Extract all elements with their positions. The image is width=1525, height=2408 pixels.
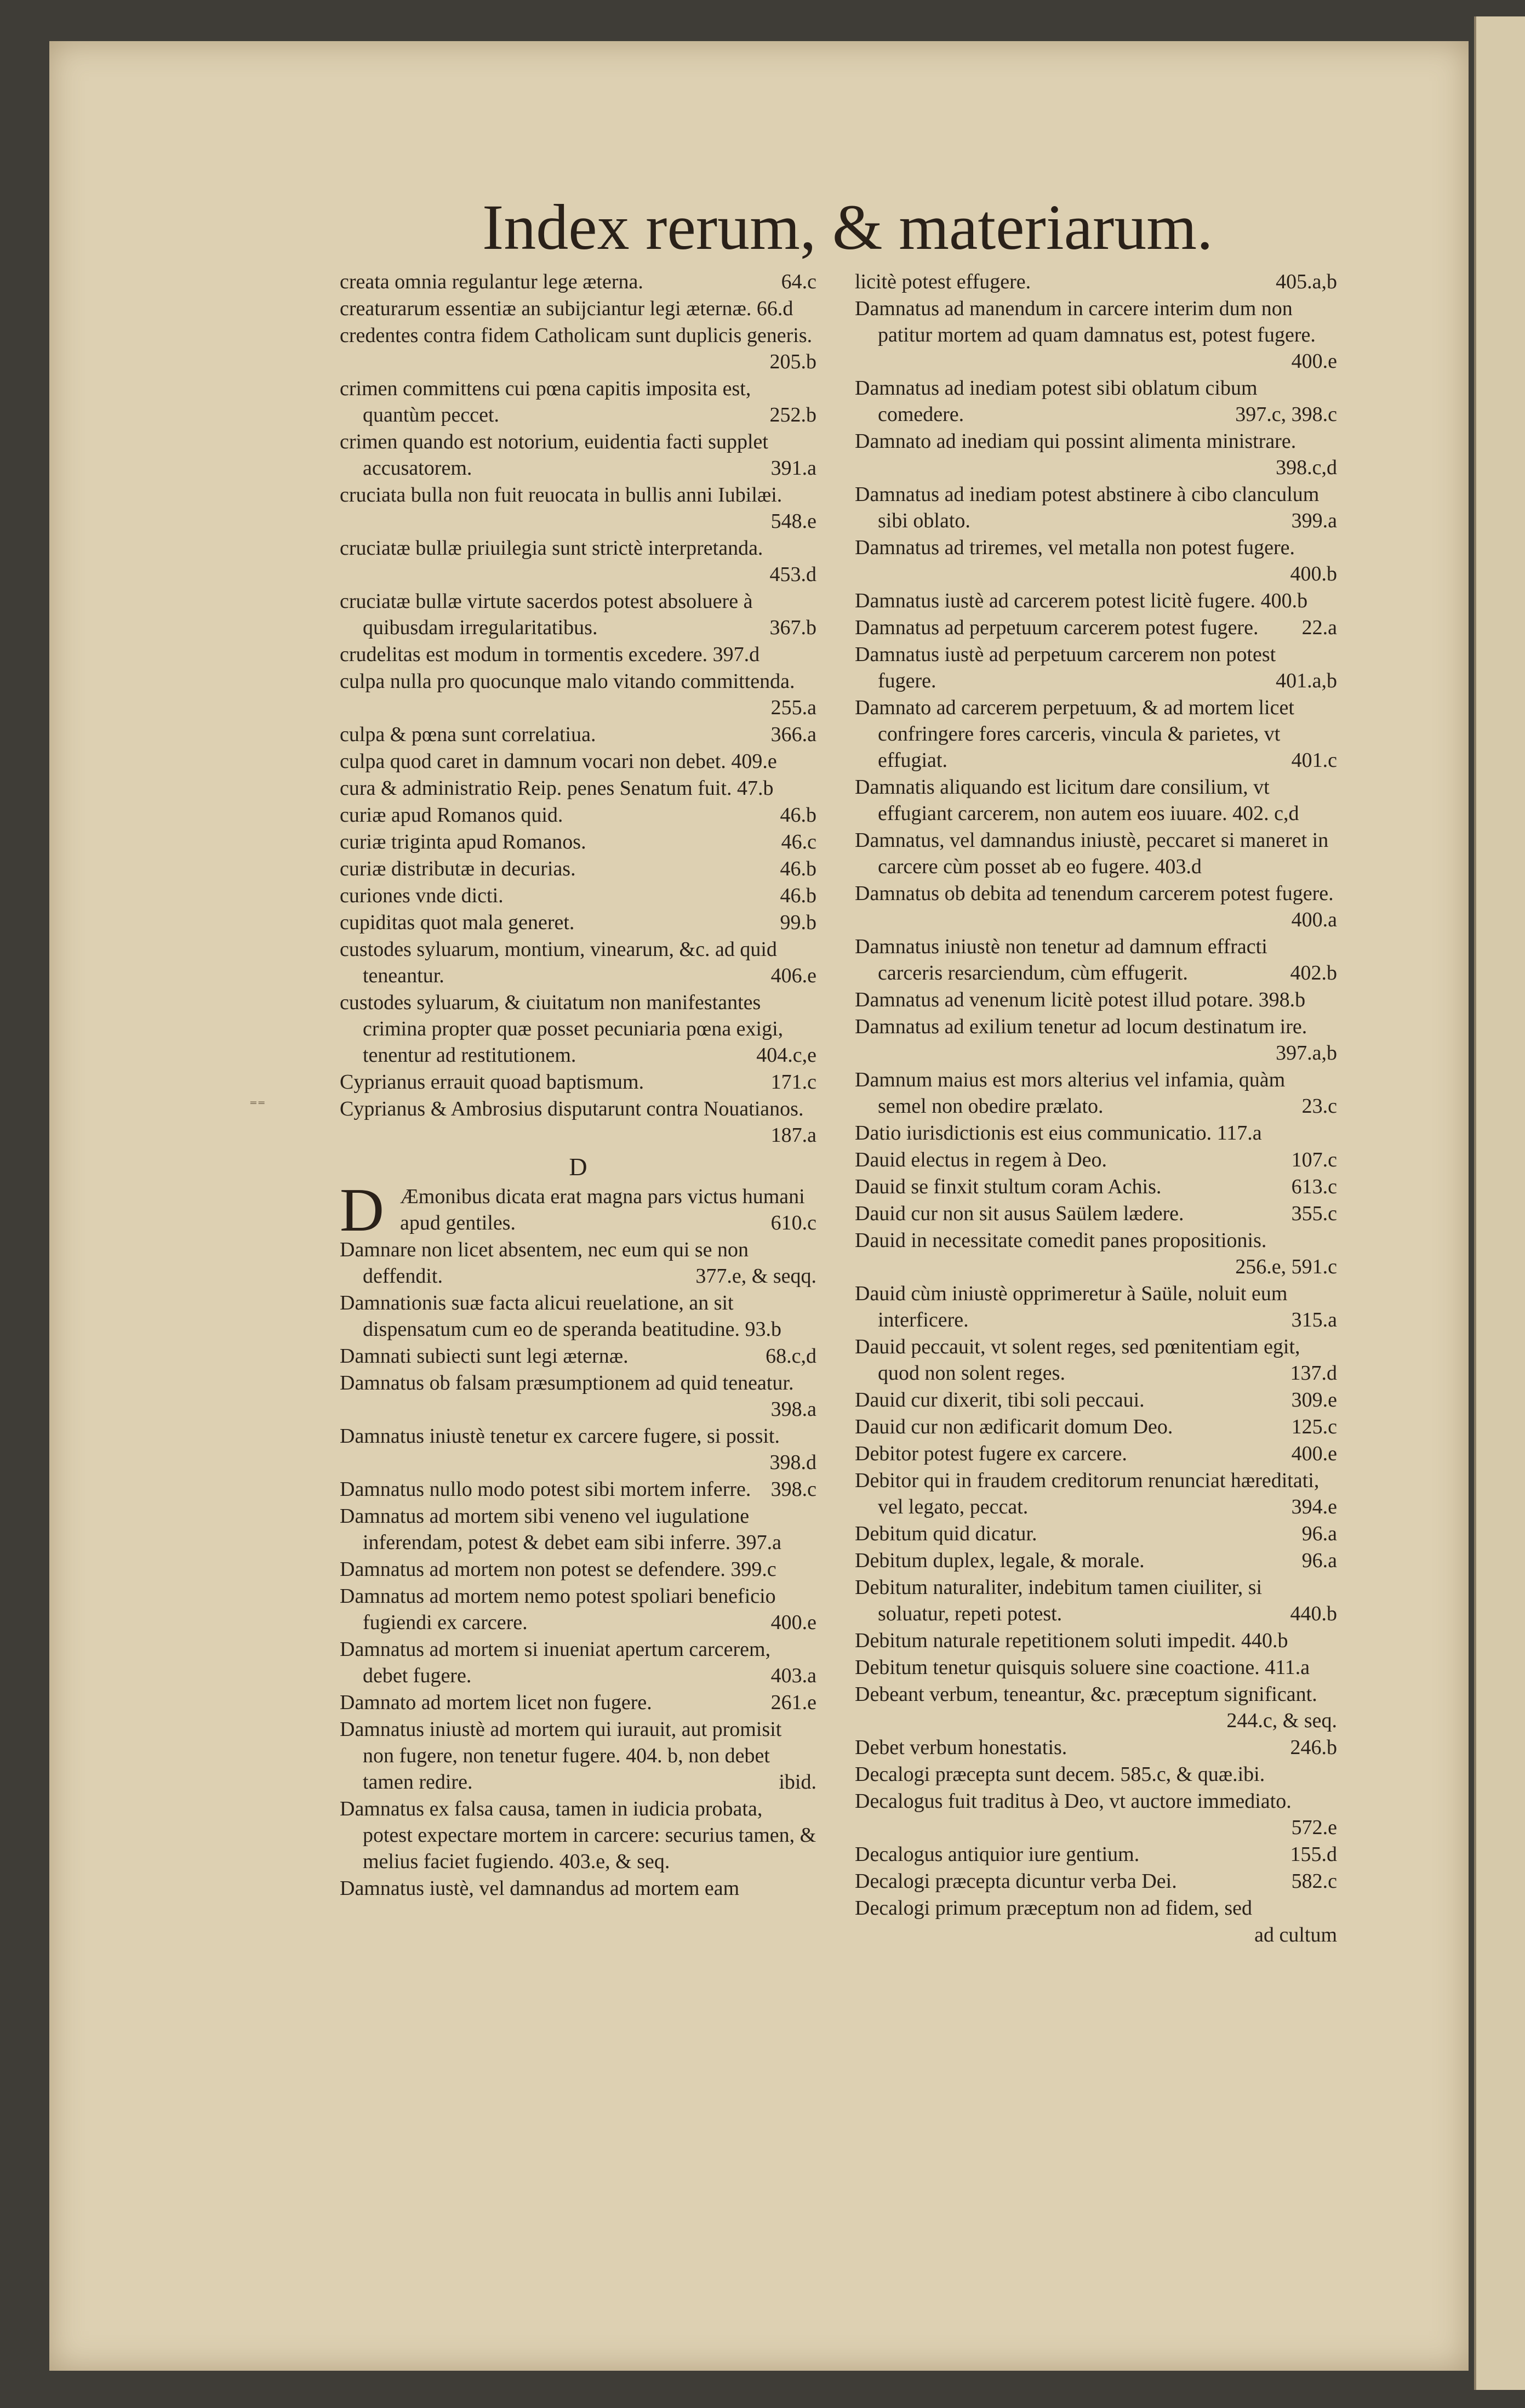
entry-text: Debitum naturaliter, indebitum tamen ciuiliter, si soluatur, repeti potest.: [855, 1576, 1263, 1625]
entry-text: custodes syluarum, & ciuitatum non manifestantes crimina propter quæ posset pecuniaria pœna exigi, tenentur ad restitutionem.: [340, 991, 784, 1067]
dropcap-entry: [340, 1176, 816, 1244]
entry-text: Damnati subiecti sunt legi æternæ.: [340, 1345, 629, 1368]
entry-text: Damnationis suæ facta alicui reuelatione, an sit dispensatum cum eo de speranda beatitudine. 93.b: [340, 1291, 782, 1341]
index-entry: [855, 295, 1337, 374]
index-entry: [855, 827, 1337, 880]
index-entry: [340, 1370, 816, 1422]
entry-text: Damnatus ad inediam potest abstinere à cibo clanculum sibi oblato.: [855, 483, 1320, 532]
entry-text: licitè potest effugere.: [855, 270, 1031, 293]
entry-text: Cyprianus & Ambrosius disputarunt contra Nouatianos.: [340, 1097, 804, 1120]
index-entry: [855, 481, 1337, 534]
entry-text: Damnatus ad manendum in carcere interim dum non patitur mortem ad quam damnatus est, potest fugere.: [855, 297, 1316, 346]
entry-text: Damnatus ad inediam potest sibi oblatum cibum comedere.: [855, 377, 1258, 426]
index-entry: [340, 1476, 816, 1502]
entry-ref: 23.c: [1301, 1095, 1337, 1118]
entry-text: Debet verbum honestatis.: [855, 1736, 1067, 1759]
entry-ref: 68.c,d: [766, 1345, 816, 1368]
entry-ref: 366.a: [770, 723, 816, 746]
entry-text: Damnato ad mortem licet non fugere.: [340, 1691, 652, 1714]
entry-ref: 391.a: [770, 457, 816, 480]
entry-ref: 582.c: [1291, 1870, 1337, 1893]
entry-text: Decalogi primum præceptum non ad fidem, sed: [855, 1897, 1252, 1920]
entry-text: culpa quod caret in damnum vocari non debet. 409.e: [340, 750, 777, 773]
index-entry: [855, 1547, 1337, 1574]
entry-ref: 22.a: [1301, 616, 1337, 639]
entry-text: curiæ apud Romanos quid.: [340, 804, 563, 827]
entry-text: Damnatus ad mortem sibi veneno vel iugulatione inferendam, potest & debet eam sibi inferre. 397.a: [340, 1505, 781, 1554]
index-entry: [340, 1583, 816, 1636]
entry-text: Cyprianus errauit quoad baptismum.: [340, 1071, 644, 1094]
index-entry: [855, 641, 1337, 694]
drop-capital: D: [340, 1176, 384, 1244]
entry-text: cupiditas quot mala generet.: [340, 911, 575, 934]
entry-text: Dauid cur non sit ausus Saülem lædere.: [855, 1202, 1184, 1225]
index-entry: [340, 668, 816, 721]
index-entry: [340, 909, 816, 936]
entry-ref: 404.c,e: [756, 1044, 816, 1067]
section-letter: D: [569, 1153, 587, 1181]
entry-ref: 613.c: [1291, 1175, 1337, 1198]
entry-ref: 398.c: [770, 1478, 816, 1501]
index-entry: [855, 1120, 1337, 1146]
entry-ref: 572.e: [1291, 1816, 1337, 1839]
index-entry: [340, 322, 816, 375]
entry-ref: 315.a: [1291, 1308, 1337, 1331]
entry-ref: 309.e: [1291, 1388, 1337, 1411]
index-entry: [340, 721, 816, 748]
index-entry: [340, 295, 816, 322]
entry-text: Dauid se finxit stultum coram Achis.: [855, 1175, 1162, 1198]
index-entry: [855, 1334, 1337, 1386]
entry-ref: 548.e: [770, 510, 816, 533]
index-entry: [855, 1200, 1337, 1227]
index-entry: [855, 1147, 1337, 1173]
index-entry: [340, 1556, 816, 1582]
entry-text: Damnatus iustè ad perpetuum carcerem non potest fugere.: [855, 643, 1276, 692]
entry-ref: 107.c: [1291, 1148, 1337, 1171]
entry-text: Debitum duplex, legale, & morale.: [855, 1549, 1145, 1572]
index-entry: [340, 1096, 816, 1148]
entry-text: Damnato ad inediam qui possint alimenta ministrare.: [855, 430, 1296, 453]
index-entry: [855, 1841, 1337, 1868]
index-entry: [340, 429, 816, 481]
index-entry: [855, 428, 1337, 481]
index-entry: [340, 1636, 816, 1689]
entry-text: culpa & pœna sunt correlatiua.: [340, 723, 596, 746]
index-entry: [340, 883, 816, 909]
index-column-right: [855, 269, 1337, 2231]
entry-text: Dauid cùm iniustè opprimeretur à Saüle, noluit eum interficere.: [855, 1282, 1288, 1331]
entry-text: Damnatus iniustè ad mortem qui iurauit, aut promisit non fugere, non tenetur fugere. 404. b, non debet tamen redire.: [340, 1718, 782, 1794]
facing-page-edge: [1474, 16, 1525, 2390]
index-entry: [855, 1414, 1337, 1440]
entry-text: Damnatus iustè ad carcerem potest licitè fugere. 400.b: [855, 589, 1308, 612]
entry-text: Dauid in necessitate comedit panes propositionis.: [855, 1229, 1267, 1252]
index-entry: [340, 535, 816, 588]
index-entry: [340, 1716, 816, 1795]
entry-ref: 453.d: [769, 563, 816, 586]
entry-ref: 400.e: [770, 1611, 816, 1634]
entry-text: Dauid cur dixerit, tibi soli peccaui.: [855, 1388, 1145, 1411]
index-entry: [855, 694, 1337, 773]
entry-ref: 261.e: [770, 1691, 816, 1714]
entry-ref: 255.a: [770, 696, 816, 719]
entry-ref: 400.b: [1290, 562, 1337, 585]
entry-text: Decalogi præcepta sunt decem. 585.c, & quæ.ibi.: [855, 1763, 1265, 1786]
entry-ref: 187.a: [770, 1124, 816, 1147]
index-entry: [855, 1387, 1337, 1413]
entry-text: Damnum maius est mors alterius vel infamia, quàm semel non obedire prælato.: [855, 1068, 1286, 1118]
entry-text: curiones vnde dicti.: [340, 884, 504, 907]
entry-text: Damnatus iniustè non tenetur ad damnum effracti carceris resarciendum, cùm effugerit.: [855, 935, 1267, 984]
entry-ref: 205.b: [769, 350, 816, 373]
entry-ref: 96.a: [1301, 1522, 1337, 1545]
index-entry: [340, 1875, 816, 1902]
entry-ref: 397.c, 398.c: [1235, 403, 1337, 426]
entry-text: custodes syluarum, montium, vinearum, &c. ad quid teneantur.: [340, 938, 777, 987]
entry-ref: 399.a: [1291, 509, 1337, 532]
entry-text: Debitum naturale repetitionem soluti impedit. 440.b: [855, 1629, 1288, 1652]
entry-ref: 400.e: [1291, 1442, 1337, 1465]
index-entry: [855, 1441, 1337, 1467]
entry-ref: 256.e, 591.c: [1235, 1255, 1337, 1278]
index-entry: [340, 1423, 816, 1476]
index-entry: [340, 1689, 816, 1716]
entry-ref: 405.a,b: [1276, 270, 1337, 293]
entry-text: curiæ triginta apud Romanos.: [340, 830, 586, 853]
entry-ref: 46.b: [780, 857, 816, 880]
entry-ref: 64.c: [781, 270, 816, 293]
entry-text: Damnatus ob falsam præsumptionem ad quid teneatur.: [340, 1371, 794, 1394]
entry-ref: 610.c: [770, 1211, 816, 1234]
entry-text: Damnatus nullo modo potest sibi mortem inferre.: [340, 1478, 751, 1501]
entry-text: cruciata bulla non fuit reuocata in bullis anni Iubilæi.: [340, 483, 783, 506]
index-entry: [855, 1174, 1337, 1200]
index-entry: [855, 375, 1337, 428]
entry-ref: 377.e, & seqq.: [695, 1265, 816, 1288]
entry-ref: 99.b: [780, 911, 816, 934]
entry-list-d: [340, 1237, 816, 1902]
index-entry: [855, 1681, 1337, 1734]
index-entry: [340, 775, 816, 801]
entry-ref: 46.b: [780, 804, 816, 827]
entry-text: Damnatus ad triremes, vel metalla non potest fugere.: [855, 536, 1295, 559]
entry-text: Damnatus iniustè tenetur ex carcere fugere, si possit.: [340, 1425, 780, 1448]
entry-text: Damnatus iustè, vel damnandus ad mortem eam: [340, 1877, 740, 1900]
entry-text: Datio iurisdictionis est eius communicatio. 117.a: [855, 1122, 1262, 1145]
index-entry: [855, 1227, 1337, 1280]
entry-ref: 367.b: [769, 616, 816, 639]
entry-ref: 137.d: [1290, 1362, 1337, 1385]
entry-text: Dauid cur non ædificarit domum Deo.: [855, 1415, 1173, 1438]
index-entry: [855, 880, 1337, 933]
entry-ref: 400.e: [1291, 350, 1337, 373]
index-entry: [340, 989, 816, 1068]
entry-text: Debitor potest fugere ex carcere.: [855, 1442, 1127, 1465]
entry-ref: 96.a: [1301, 1549, 1337, 1572]
entry-ref: 406.e: [770, 964, 816, 987]
index-column-left: [340, 269, 816, 2231]
entry-text: Damnatus ad mortem non potest se defendere. 399.c: [340, 1558, 776, 1581]
entry-ref: ibid.: [779, 1771, 816, 1794]
entry-text: crudelitas est modum in tormentis excedere. 397.d: [340, 643, 760, 666]
index-entry: [855, 1280, 1337, 1333]
index-entry: [855, 1067, 1337, 1119]
entry-ref: 398.d: [769, 1451, 816, 1474]
index-entry: [855, 1014, 1337, 1066]
entry-ref: 403.a: [770, 1664, 816, 1687]
index-entry: [855, 933, 1337, 986]
index-entry: [340, 375, 816, 428]
entry-ref: 46.c: [781, 830, 816, 853]
index-entry: [855, 1654, 1337, 1681]
entry-text: creaturarum essentiæ an subijciantur legi æternæ. 66.d: [340, 297, 793, 320]
index-entry: [340, 1796, 816, 1875]
index-entry: [340, 641, 816, 668]
index-entry: [855, 1734, 1337, 1761]
page-title: Index rerum, & materiarum.: [482, 191, 1213, 263]
entry-text: Damnatis aliquando est licitum dare consilium, vt effugiant carcerem, non autem eos iuuare. 402. c,d: [855, 776, 1299, 825]
entry-text: cruciatæ bullæ virtute sacerdos potest absoluere à quibusdam irregularitatibus.: [340, 590, 753, 639]
entry-ref: 398.c,d: [1276, 456, 1337, 479]
entry-text: Damnatus ad exilium tenetur ad locum destinatum ire.: [855, 1015, 1307, 1038]
entry-ref: 401.c: [1291, 749, 1337, 772]
index-entry: [855, 269, 1337, 295]
catchword: ad cultum: [1254, 1923, 1337, 1946]
index-entry: [855, 588, 1337, 614]
index-entry: [340, 588, 816, 641]
entry-ref: 401.a,b: [1276, 669, 1337, 692]
entry-ref: 125.c: [1291, 1415, 1337, 1438]
index-entry: [340, 829, 816, 855]
index-entry: [340, 748, 816, 775]
entry-ref: 171.c: [770, 1071, 816, 1094]
index-entry: [340, 1343, 816, 1369]
index-entry: [855, 1574, 1337, 1627]
entry-list-c: [340, 269, 816, 1148]
entry-ref: 155.d: [1290, 1843, 1337, 1866]
entry-text: Debitor qui in fraudem creditorum renunciat hæreditati, vel legato, peccat.: [855, 1469, 1320, 1518]
entry-text: crimen quando est notorium, euidentia facti supplet accusatorem.: [340, 430, 768, 480]
entry-text: Decalogus fuit traditus à Deo, vt auctore immediato.: [855, 1790, 1292, 1813]
entry-text: creata omnia regulantur lege æterna.: [340, 270, 643, 293]
entry-text: Damnatus ad perpetuum carcerem potest fugere.: [855, 616, 1259, 639]
entry-text: credentes contra fidem Catholicam sunt duplicis generis.: [340, 324, 813, 347]
entry-text: crimen committens cui pœna capitis imposita est, quantùm peccet.: [340, 377, 751, 426]
entry-ref: 397.a,b: [1276, 1041, 1337, 1064]
entry-ref: 252.b: [769, 403, 816, 426]
index-entry: [340, 1069, 816, 1095]
entry-ref: 246.b: [1290, 1736, 1337, 1759]
entry-ref: 46.b: [780, 884, 816, 907]
entry-text: Debitum tenetur quisquis soluere sine coactione. 411.a: [855, 1656, 1310, 1679]
index-entry: [855, 1521, 1337, 1547]
index-entry: [855, 1467, 1337, 1520]
index-entry: [855, 1627, 1337, 1654]
index-entry: [855, 1788, 1337, 1841]
index-entry: [340, 482, 816, 534]
margin-mark: ⁼⁼: [249, 1096, 266, 1114]
index-entry: [340, 802, 816, 828]
entry-text: Debitum quid dicatur.: [855, 1522, 1037, 1545]
entry-text: Damnatus ad mortem si inueniat apertum carcerem, debet fugere.: [340, 1638, 771, 1687]
entry-text: Damnatus ad mortem nemo potest spoliari beneficio fugiendi ex carcere.: [340, 1585, 776, 1634]
entry-ref: 355.c: [1291, 1202, 1337, 1225]
entry-text: Damnatus ad venenum licitè potest illud potare. 398.b: [855, 988, 1306, 1011]
index-entry: [340, 856, 816, 882]
index-entry: [855, 614, 1337, 641]
entry-text: cruciatæ bullæ priuilegia sunt strictè interpretanda.: [340, 537, 763, 560]
index-entry: [340, 936, 816, 989]
entry-text: cura & administratio Reip. penes Senatum fuit. 47.b: [340, 777, 774, 800]
entry-ref: 402.b: [1290, 961, 1337, 984]
entry-text: Dauid peccauit, vt solent reges, sed pœnitentiam egit, quod non solent reges.: [855, 1335, 1300, 1385]
entry-ref: 394.e: [1291, 1495, 1337, 1518]
entry-ref: 400.a: [1291, 908, 1337, 931]
index-entry: [855, 534, 1337, 587]
entry-text: Damnatus ob debita ad tenendum carcerem potest fugere.: [855, 882, 1334, 905]
index-entry: [855, 987, 1337, 1013]
entry-text: Damnatus ex falsa causa, tamen in iudicia probata, potest expectare mortem in carcere: securius tamen, & melius faciet fugiendo. 403.e, & seq.: [340, 1797, 816, 1873]
entry-text: culpa nulla pro quocunque malo vitando committenda.: [340, 670, 795, 693]
entry-ref: 244.c, & seq.: [1226, 1709, 1337, 1732]
index-entry: [855, 774, 1337, 827]
entry-text: Æmonibus dicata erat magna pars victus humani apud gentiles.: [400, 1185, 805, 1234]
entry-text: Damnare non licet absentem, nec eum qui se non deffendit.: [340, 1238, 749, 1288]
index-entry: [340, 269, 816, 295]
entry-list-right: [855, 269, 1337, 1921]
index-entry: [855, 1895, 1337, 1921]
entry-text: curiæ distributæ in decurias.: [340, 857, 576, 880]
index-entry: [340, 1503, 816, 1556]
entry-text: Decalogi præcepta dicuntur verba Dei.: [855, 1870, 1177, 1893]
entry-ref: 398.a: [770, 1398, 816, 1421]
index-entry: [340, 1290, 816, 1342]
index-entry: [855, 1868, 1337, 1894]
entry-text: Damnatus, vel damnandus iniustè, peccaret si maneret in carcere cùm posset ab eo fugere. 403.d: [855, 829, 1329, 878]
entry-text: Debeant verbum, teneantur, &c. præceptum significant.: [855, 1683, 1317, 1706]
entry-ref: 440.b: [1290, 1602, 1337, 1625]
index-entry: [340, 1237, 816, 1289]
entry-text: Decalogus antiquior iure gentium.: [855, 1843, 1140, 1866]
entry-text: Dauid electus in regem à Deo.: [855, 1148, 1107, 1171]
entry-text: Damnato ad carcerem perpetuum, & ad mortem licet confringere fores carceris, vincula & parietes, vt effugiat.: [855, 696, 1294, 772]
index-entry: [855, 1761, 1337, 1788]
